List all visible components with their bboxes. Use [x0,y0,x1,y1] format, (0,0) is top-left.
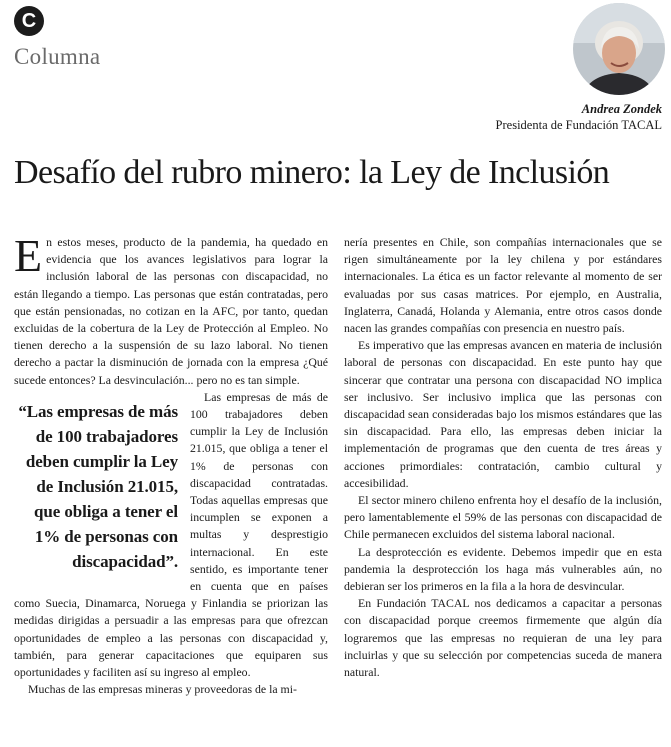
paragraph-7: En Fundación TACAL nos dedicamos a capacitar a personas con discapacidad porque creemos firmemente que algún día lograremos que las empresas no requieran de una ley para incluirlas y que su selección por competencias suceda de manera natural. [344,596,662,680]
paragraph-2: Las empresas de más de 100 trabajadores deben cumplir la Ley de Inclusión 21.015, que obliga a tener el 1% de personas con discapacidad contratadas. Todas aquellas empresas que incumplen se exponen a multas y desprestigio internacional. En este sentido, es importante tener en cuenta que en países como Suecia, Dinamarca, Noruega y Finlandia se priorizan las medidas dirigidas a persuadir a las empresas para que ofrezcan oportunidades de empleo a las personas con discapacidad y, también, para generar capacitaciones que equiparen sus oportunidades y faciliten así su ingreso al empleo. [14,389,328,680]
author-photo [573,3,665,95]
author-name: Andrea Zondek [581,102,662,116]
paragraph-6: La desprotección es evidente. Debemos impedir que en esta pandemia la desprotección los haga más vulnerables aún, no debieran ser los primeros en la fila a la hora de desvincular. [344,544,662,594]
paragraph-4: Es imperativo que las empresas avancen en materia de inclusión laboral de personas con discapacidad. En este punto hay que sincerar que contratar una persona con discapacidad NO implica ser inclusivo. Ser inclusivo implica que las personas con discapacidad sean consideradas bajo los mismos estándares que las sin discapacidad. Para ello, las empresas deben iniciar la implementación de programas que den cuenta de tres áreas y acciones primordiales: contratación, cambio cultural y accesibilidad. [344,338,662,490]
author-role: Presidenta de Fundación TACAL [495,118,662,132]
drop-cap: E [14,230,43,281]
paragraph-5: El sector minero chileno enfrenta hoy el desafío de la inclusión, pero lamentablemente el 59% de las personas con discapacidad de Chile permanecen excluidos del sistema laboral nacional. [344,493,662,542]
paragraph-1-rest: Las personas que están contratadas, pero que están pensionadas, no cotizan en la AFC, por tanto, quedan excluidas de la cobertura de la Ley de Protección al Empleo. No tienen derecho a la suspensión de su lazo laboral. No tienen derecho a pactar la disminución de jornada con la empresa ¿Qué sucede entonces? La desvinculación... pero no es tan simple. [14,286,329,387]
section-label: Columna [14,44,101,69]
paragraph-3-start: Muchas de las empresas mineras y proveedoras de la mi- [28,682,297,697]
column-badge: C [14,6,44,36]
pull-quote: “Las empresas de más de 100 trabajadores deben cumplir la Ley de Inclusión 21.015, que obliga a tener el 1% de personas con discapacidad”. [18,401,178,571]
article-column-right [344,234,662,681]
intro-text: n estos meses, producto de la pandemia, ha quedado en evidencia que los avances legislativos para lograr la inclusión laboral de las personas con discapacidad, no están llegando a tiempo. [14,235,328,301]
paragraph-3-end: nería presentes en Chile, son compañías internacionales que se rigen simultáneamente por la ley chilena y por estándares internacionales. La ética es un factor relevante al momento de ser evaluadas por sus casas matrices. Por ejemplo, en Australia, Inglaterra, Canadá, Holanda y Alemania, entre otros casos donde nacen las grandes compañías con presencia en nuestro país. [344,235,662,336]
author-byline [496,101,662,133]
article-title: Desafío del rubro minero: la Ley de Inclusión [14,154,610,191]
article-column-left [14,230,329,698]
